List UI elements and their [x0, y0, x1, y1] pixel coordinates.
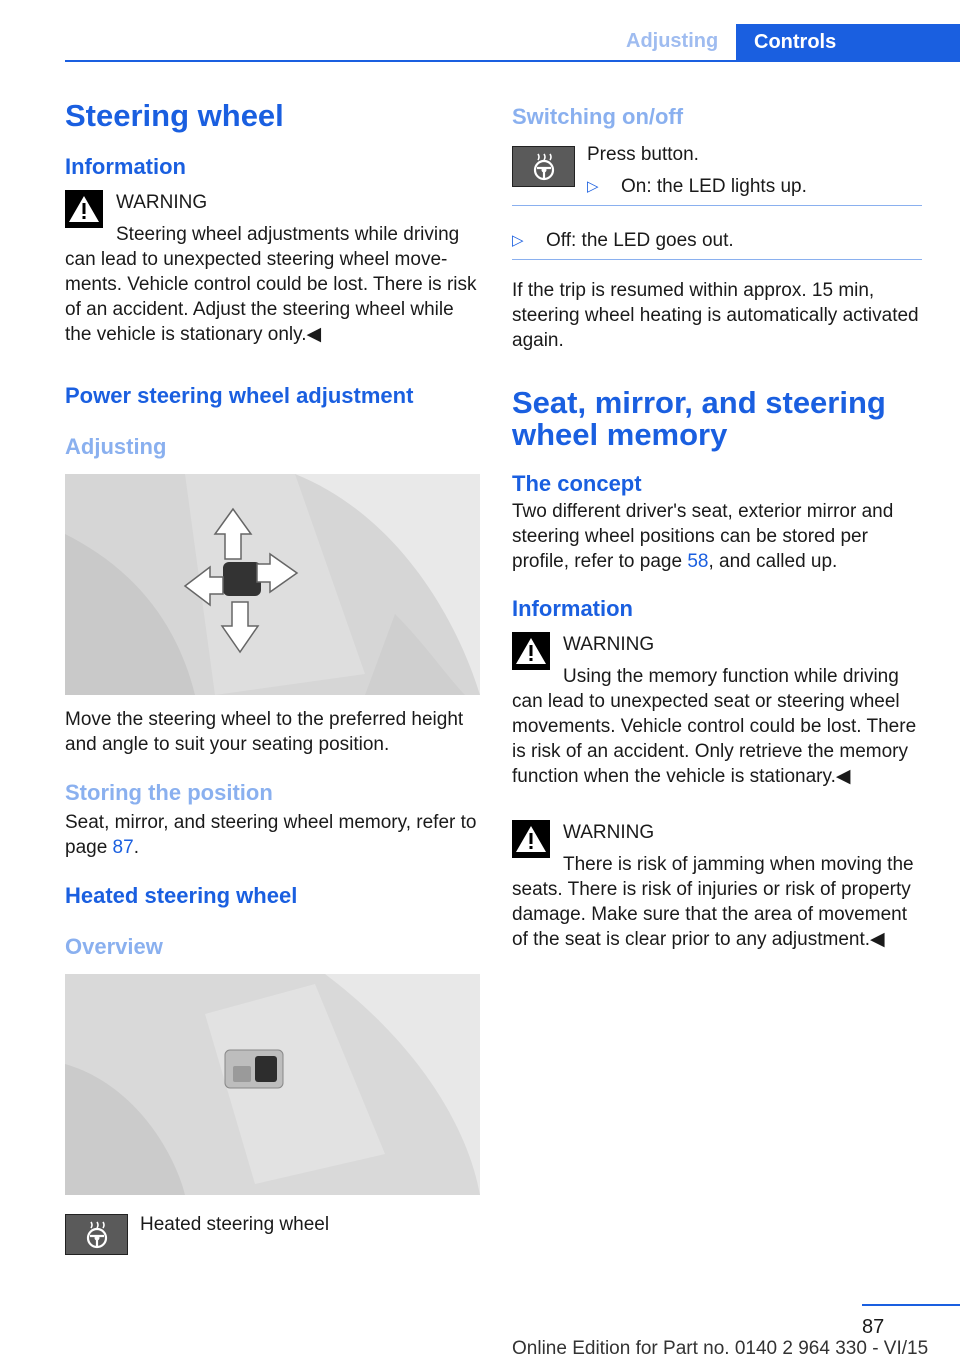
steering-heat-icon-2 [529, 152, 559, 182]
adjust-text: Move the steering wheel to the preferred height and angle to suit your seating position. [65, 709, 464, 755]
steering-column-illustration [65, 474, 480, 695]
heading-power-steering: Power steering wheel adjustment [65, 383, 414, 408]
list-item-off [512, 228, 922, 253]
triangle-bullet-icon: ▷ [512, 232, 524, 249]
left-column [65, 100, 480, 1255]
heading-information-memory: Information [512, 596, 633, 621]
warning-icon [512, 820, 550, 858]
heading-adjusting: Adjusting [65, 434, 167, 459]
steering-heat-icon [82, 1220, 112, 1250]
heading-switching: Switching on/off [512, 104, 684, 129]
section-title-steering-wheel: Steering wheel [65, 98, 284, 133]
warning-block-memory [512, 632, 922, 789]
warning-icon [65, 190, 103, 228]
warning-icon [512, 632, 550, 670]
warning-label: WARNING [563, 822, 655, 843]
press-button-text: Press button. [587, 144, 699, 165]
concept-text-pre: Two different driver's seat, exterior mirror and steering wheel positions can be stored per profile, refer to page [512, 501, 894, 572]
heated-button-illustration [65, 974, 480, 1195]
page-number: 87 [862, 1316, 885, 1338]
list-item-on [587, 174, 922, 199]
warning-label: WARNING [116, 192, 208, 213]
footer-rule [862, 1304, 960, 1306]
header-rule [65, 60, 960, 62]
heated-steering-button-icon [65, 1214, 128, 1255]
list-divider [512, 259, 922, 260]
adjust-photo [65, 474, 480, 695]
heading-heated-steering: Heated steering wheel [65, 883, 298, 908]
storing-text-pre: Seat, mirror, and steering wheel memory, refer to page [65, 812, 477, 858]
resume-text: If the trip is resumed within approx. 15 min, steering wheel heating is automatically activated again. [512, 280, 919, 351]
page-link-58[interactable]: 58 [687, 551, 709, 572]
heading-storing-position: Storing the position [65, 780, 273, 805]
heading-information: Information [65, 154, 186, 179]
concept-text-post: , and called up. [708, 551, 838, 572]
page-link-87[interactable]: 87 [112, 837, 134, 858]
list-divider [512, 205, 922, 206]
list-item-on-text: On: the LED lights up. [621, 176, 807, 197]
right-column [512, 100, 922, 952]
warning-text: Using the memory function while driving can lead to unexpected seat or steering wheel movements. Vehicle control could be lost. There is risk of an accident. Only retrieve the memory function when the vehicle is stationary.◀ [512, 666, 917, 787]
switching-block [512, 142, 922, 228]
triangle-bullet-icon: ▷ [587, 178, 599, 195]
section-title-memory: Seat, mirror, and steering wheel memory [512, 385, 886, 452]
storing-text [65, 810, 480, 860]
heated-caption-row [65, 1214, 480, 1255]
heading-concept: The concept [512, 471, 642, 496]
header-tab-controls[interactable]: Controls [736, 24, 960, 62]
warning-text: There is risk of jamming when moving the seats. There is risk of injuries or risk of property damage. Make sure that the area of movement of the seat is clear prior to any adjustment.◀ [512, 854, 914, 950]
steering-heat-button-icon [512, 146, 575, 187]
list-item-off-text: Off: the LED goes out. [546, 230, 734, 251]
concept-text [512, 499, 922, 574]
footer-edition: Online Edition for Part no. 0140 2 964 330 - VI/15 [512, 1338, 929, 1359]
warning-text: Steering wheel adjustments while driving can lead to unexpected steering wheel movements. Vehicle control could be lost. There is risk of an accident. Adjust the steering wheel while the vehicle is stationary only.◀ [65, 224, 477, 345]
heading-overview: Overview [65, 934, 163, 959]
heated-caption: Heated steering wheel [140, 1214, 330, 1235]
overview-photo [65, 974, 480, 1195]
warning-block [65, 190, 480, 347]
storing-text-post: . [133, 837, 139, 858]
warning-label: WARNING [563, 634, 655, 655]
warning-block-jamming [512, 820, 922, 952]
header-tab-adjusting[interactable]: Adjusting [626, 30, 719, 52]
